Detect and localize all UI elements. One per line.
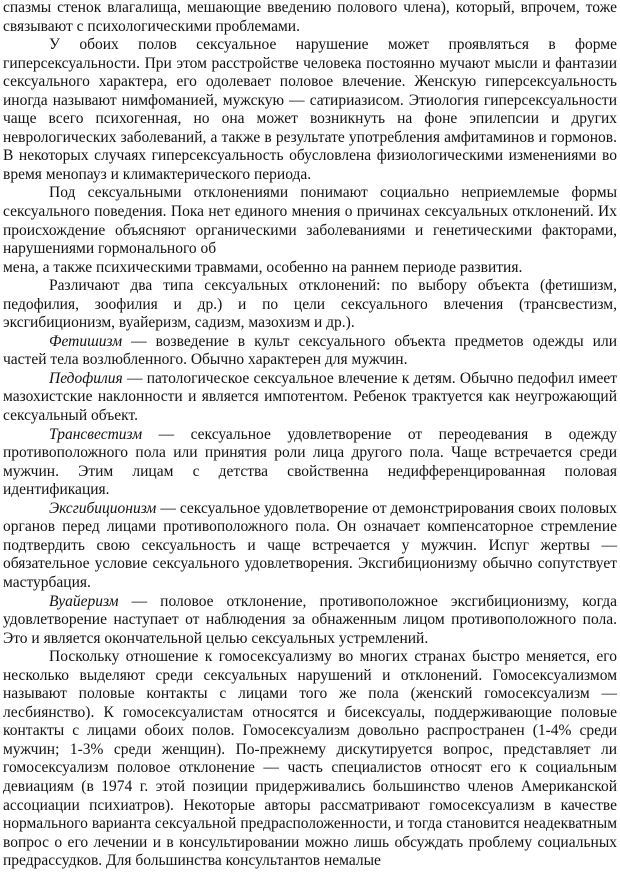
- paragraph-pedophilia: [3, 370, 617, 426]
- paragraph-transvestism: [3, 426, 617, 500]
- definition-voyeurism: — половое отклонение, противоположное эксгибиционизму, когда удовлетворение наступает от наблюдения за обнаженным лицом противоположного пола. Это и является окончательной целью сексуальных устремлений.: [3, 592, 617, 647]
- paragraph-homosexuality: Поскольку отношение к гомосексуализму во многих странах быстро меняется, его несколько выделяют среди сексуальных нарушений и отклонений. Гомосексуализмом называют половые контакты с лицами того же пола (женский гомосексуализм — лесбиянство). К гомосексуалистам относятся и бисексуалы, поддерживающие половые контакты с лицами обоих полов. Гомосексуализм довольно распространен (1-4% среди мужчин; 1-3% среди женщин). По-прежнему дискутируется вопрос, представляет ли гомосексуализм половое отклонение — часть специалистов относят его к социальным девиациям (в 1974 г. этой позиции придерживались большинство членов Американской ассоциации психиатров). Некоторые авторы рассматривают гомосексуализм в качестве нормального варианта сексуальной предрасположенности, и тогда становится неадекватным вопрос о его лечении и в консультировании можно лишь обсуждать проблему социальных предрассудков. Для большинства консультантов немалые: [3, 648, 617, 870]
- paragraph-continuation: спазмы стенок влагалища, мешающие введению полового члена), который, впрочем, тоже связывают с психологическими проблемами.: [3, 0, 617, 35]
- definition-exhibitionism: — сексуальное удовлетворение от демонстрирования своих половых органов перед лицами противоположного пола. Он означает компенсаторное стремление подтвердить свою сексуальность и чаще встречается у мужчин. Испуг жертвы — обязательное условие сексуального удовлетворения. Эксгибиционизму обычно сопутствует мастурбация.: [3, 499, 617, 591]
- term-voyeurism: Вуайеризм: [49, 592, 119, 610]
- term-fetishism: Фетишизм: [49, 332, 123, 350]
- paragraph-voyeurism: [3, 593, 617, 649]
- definition-fetishism: — возведение в культ сексуального объекта предметов одежды или частей тела возлюбленного. Обычно характерен для мужчин.: [3, 332, 617, 369]
- definition-pedophilia: — патологическое сексуальное влечение к детям. Обычно педофил имеет мазохистские наклонности и является импотентом. Ребенок трактуется как неугрожающий сексуальный объект.: [3, 369, 617, 425]
- paragraph-hypersexuality: У обоих полов сексуальное нарушение может проявляться в форме гиперсексуальности. При этом расстройстве человека постоянно мучают мысли и фантазии сексуального характера, его одолевает половое влечение. Женскую гиперсексуальность иногда называют нимфоманией, мужскую — сатириазисом. Этиология гиперсексуальности чаще всего психогенная, но она может возникнуть на фоне эпилепсии и других неврологических заболеваний, а также в результате употребления амфитаминов и гормонов. В некоторых случаях гиперсексуальность обусловлена физиологическими изменениями во время менопауз и климактерического периода.: [3, 36, 617, 183]
- term-exhibitionism: Эксгибиционизм: [49, 499, 157, 517]
- paragraph-fetishism: [3, 333, 617, 370]
- definition-transvestism: — сексуальное удовлетворение от переодевания в одежду противоположного пола или принятия роли лица другого пола. Чаще встречается среди мужчин. Этим лицам с детства свойственна недифференцированная половая идентификация.: [3, 425, 617, 499]
- term-transvestism: Трансвестизм: [49, 425, 143, 443]
- paragraph-deviations-intro-continued: мена, а также психическими травмами, особенно на раннем периоде развития.: [3, 258, 523, 276]
- paragraph-deviation-types: Различают два типа сексуальных отклонений: по выбору объекта (фетишизм, педофилия, зоофилия и др.) и по цели сексуального влечения (трансвестизм, эксгибиционизм, вуайеризм, садизм, мазохизм и др.).: [3, 277, 617, 332]
- paragraph-deviations-intro: Под сексуальными отклонениями понимают социально неприемлемые формы сексуального поведения. Пока нет единого мнения о причинах сексуальных отклонений. Их происхождение объясняют органическими заболеваниями и генетическими факторами, нарушениями гормонального об: [3, 184, 617, 258]
- paragraph-exhibitionism: [3, 500, 617, 593]
- term-pedophilia: Педофилия: [49, 369, 123, 387]
